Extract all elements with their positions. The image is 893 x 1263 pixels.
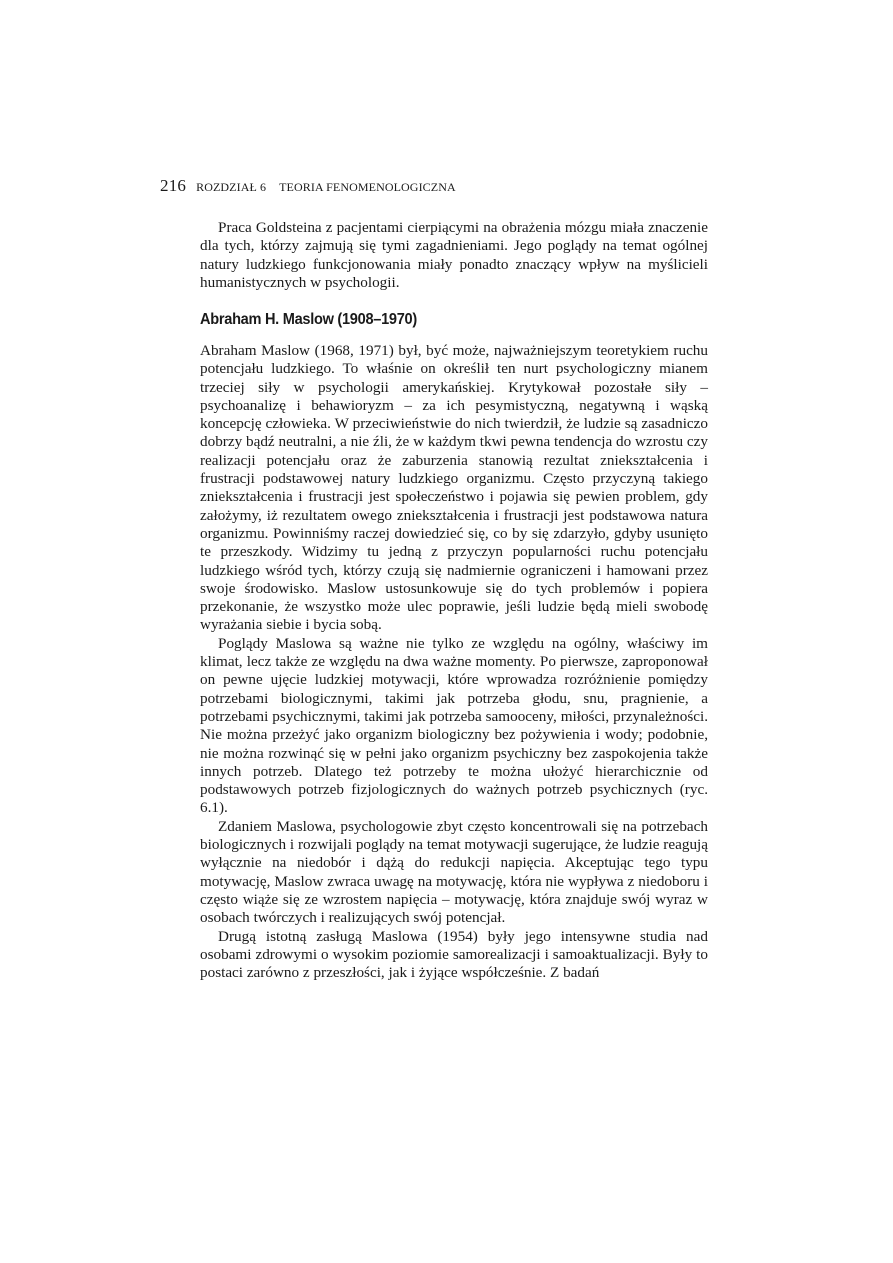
running-head — [160, 176, 720, 198]
chapter-label: ROZDZIAŁ 6 — [196, 180, 267, 194]
section-heading: Abraham H. Maslow (1908–1970) — [200, 311, 417, 328]
body-paragraph: Poglądy Maslowa są ważne nie tylko ze względu na ogólny, właściwy im klimat, lecz także ze względu na dwa ważne momenty. Po pierwsze, zaproponował on pewne ujęcie ludzkiej motywacji, które wprowadza rozróżnienie pomiędzy potrzebami biologicznymi, takimi jak potrzeba głodu, snu, pragnienie, a potrzebami psychicznymi, takimi jak potrzeba samooceny, miłości, przynależności. Nie można przeżyć jako organizm biologiczny bez pożywienia i wody; podobnie, nie można rozwinąć się w pełni jako organizm psychiczny bez zaspokojenia także innych potrzeb. Dlatego też potrzeby te można ułożyć hierarchicznie od podstawowych potrzeb fizjologicznych do ważnych potrzeb psychicznych (ryc. 6.1). — [200, 634, 708, 817]
chapter-title: TEORIA FENOMENOLOGICZNA — [279, 180, 456, 194]
body-paragraph: Drugą istotną zasługą Maslowa (1954) były jego intensywne studia nad osobami zdrowymi o wysokim poziomie samorealizacji i samoaktualizacji. Były to postaci zarówno z przeszłości, jak i żyjące współcześnie. Z badań — [200, 927, 708, 982]
body-paragraph: Abraham Maslow (1968, 1971) był, być może, najważniejszym teoretykiem ruchu potencjału ludzkiego. To właśnie on określił ten nurt psychologiczny mianem trzeciej siły w psychologii amerykańskiej. Krytykował pozostałe siły – psychoanalizę i behawioryzm – za ich pesymistyczną, negatywną i wąską koncepcję człowieka. W przeciwieństwie do nich twierdził, że ludzie są zasadniczo dobrzy bądź neutralni, a nie źli, że w każdym tkwi pewna tendencja do wzrostu czy realizacji potencjału oraz że zaburzenia stanowią rezultat zniekształcenia i frustracji podstawowej natury ludzkiego organizmu. Często przyczyną takiego zniekształcenia i frustracji jest społeczeństwo i pojawia się pewien problem, gdy założymy, iż rezultatem owego zniekształcenia i frustracji jest podstawowa natura organizmu. Powinniśmy raczej dowiedzieć się, co by się zdarzyło, gdyby usunięto te przeszkody. Widzimy tu jedną z przyczyn popularności ruchu potencjału ludzkiego wśród tych, którzy czują się nadmiernie ograniczeni i hamowani przez swoje środowisko. Maslow ustosunkowuje się do tych problemów i popiera przekonanie, że wszystko może ulec poprawie, jeśli ludzie będą mieli swobodę wyrażania siebie i bycia sobą. — [200, 342, 708, 634]
intro-paragraph: Praca Goldsteina z pacjentami cierpiącymi na obrażenia mózgu miała znaczenie dla tych, którzy zajmują się tymi zagadnieniami. Jego poglądy na temat ogólnej natury ludzkiego funkcjonowania miały ponadto znaczący wpływ na myślicieli humanistycznych w psychologii. — [200, 219, 708, 291]
maslow-section — [200, 310, 708, 982]
body-paragraph: Zdaniem Maslowa, psychologowie zbyt często koncentrowali się na potrzebach biologicznych i rozwijali poglądy na temat motywacji sugerujące, że ludzie reagują wyłącznie na niedobór i dążą do redukcji napięcia. Akceptując tego typu motywację, Maslow zwraca uwagę na motywację, która nie wypływa z niedoboru i często wiąże się ze wzrostem napięcia – motywację, która znajduje swój wyraz w osobach twórczych i realizujących swój potencjał. — [200, 817, 708, 927]
intro-block — [200, 219, 708, 292]
page-number: 216 — [160, 176, 187, 195]
